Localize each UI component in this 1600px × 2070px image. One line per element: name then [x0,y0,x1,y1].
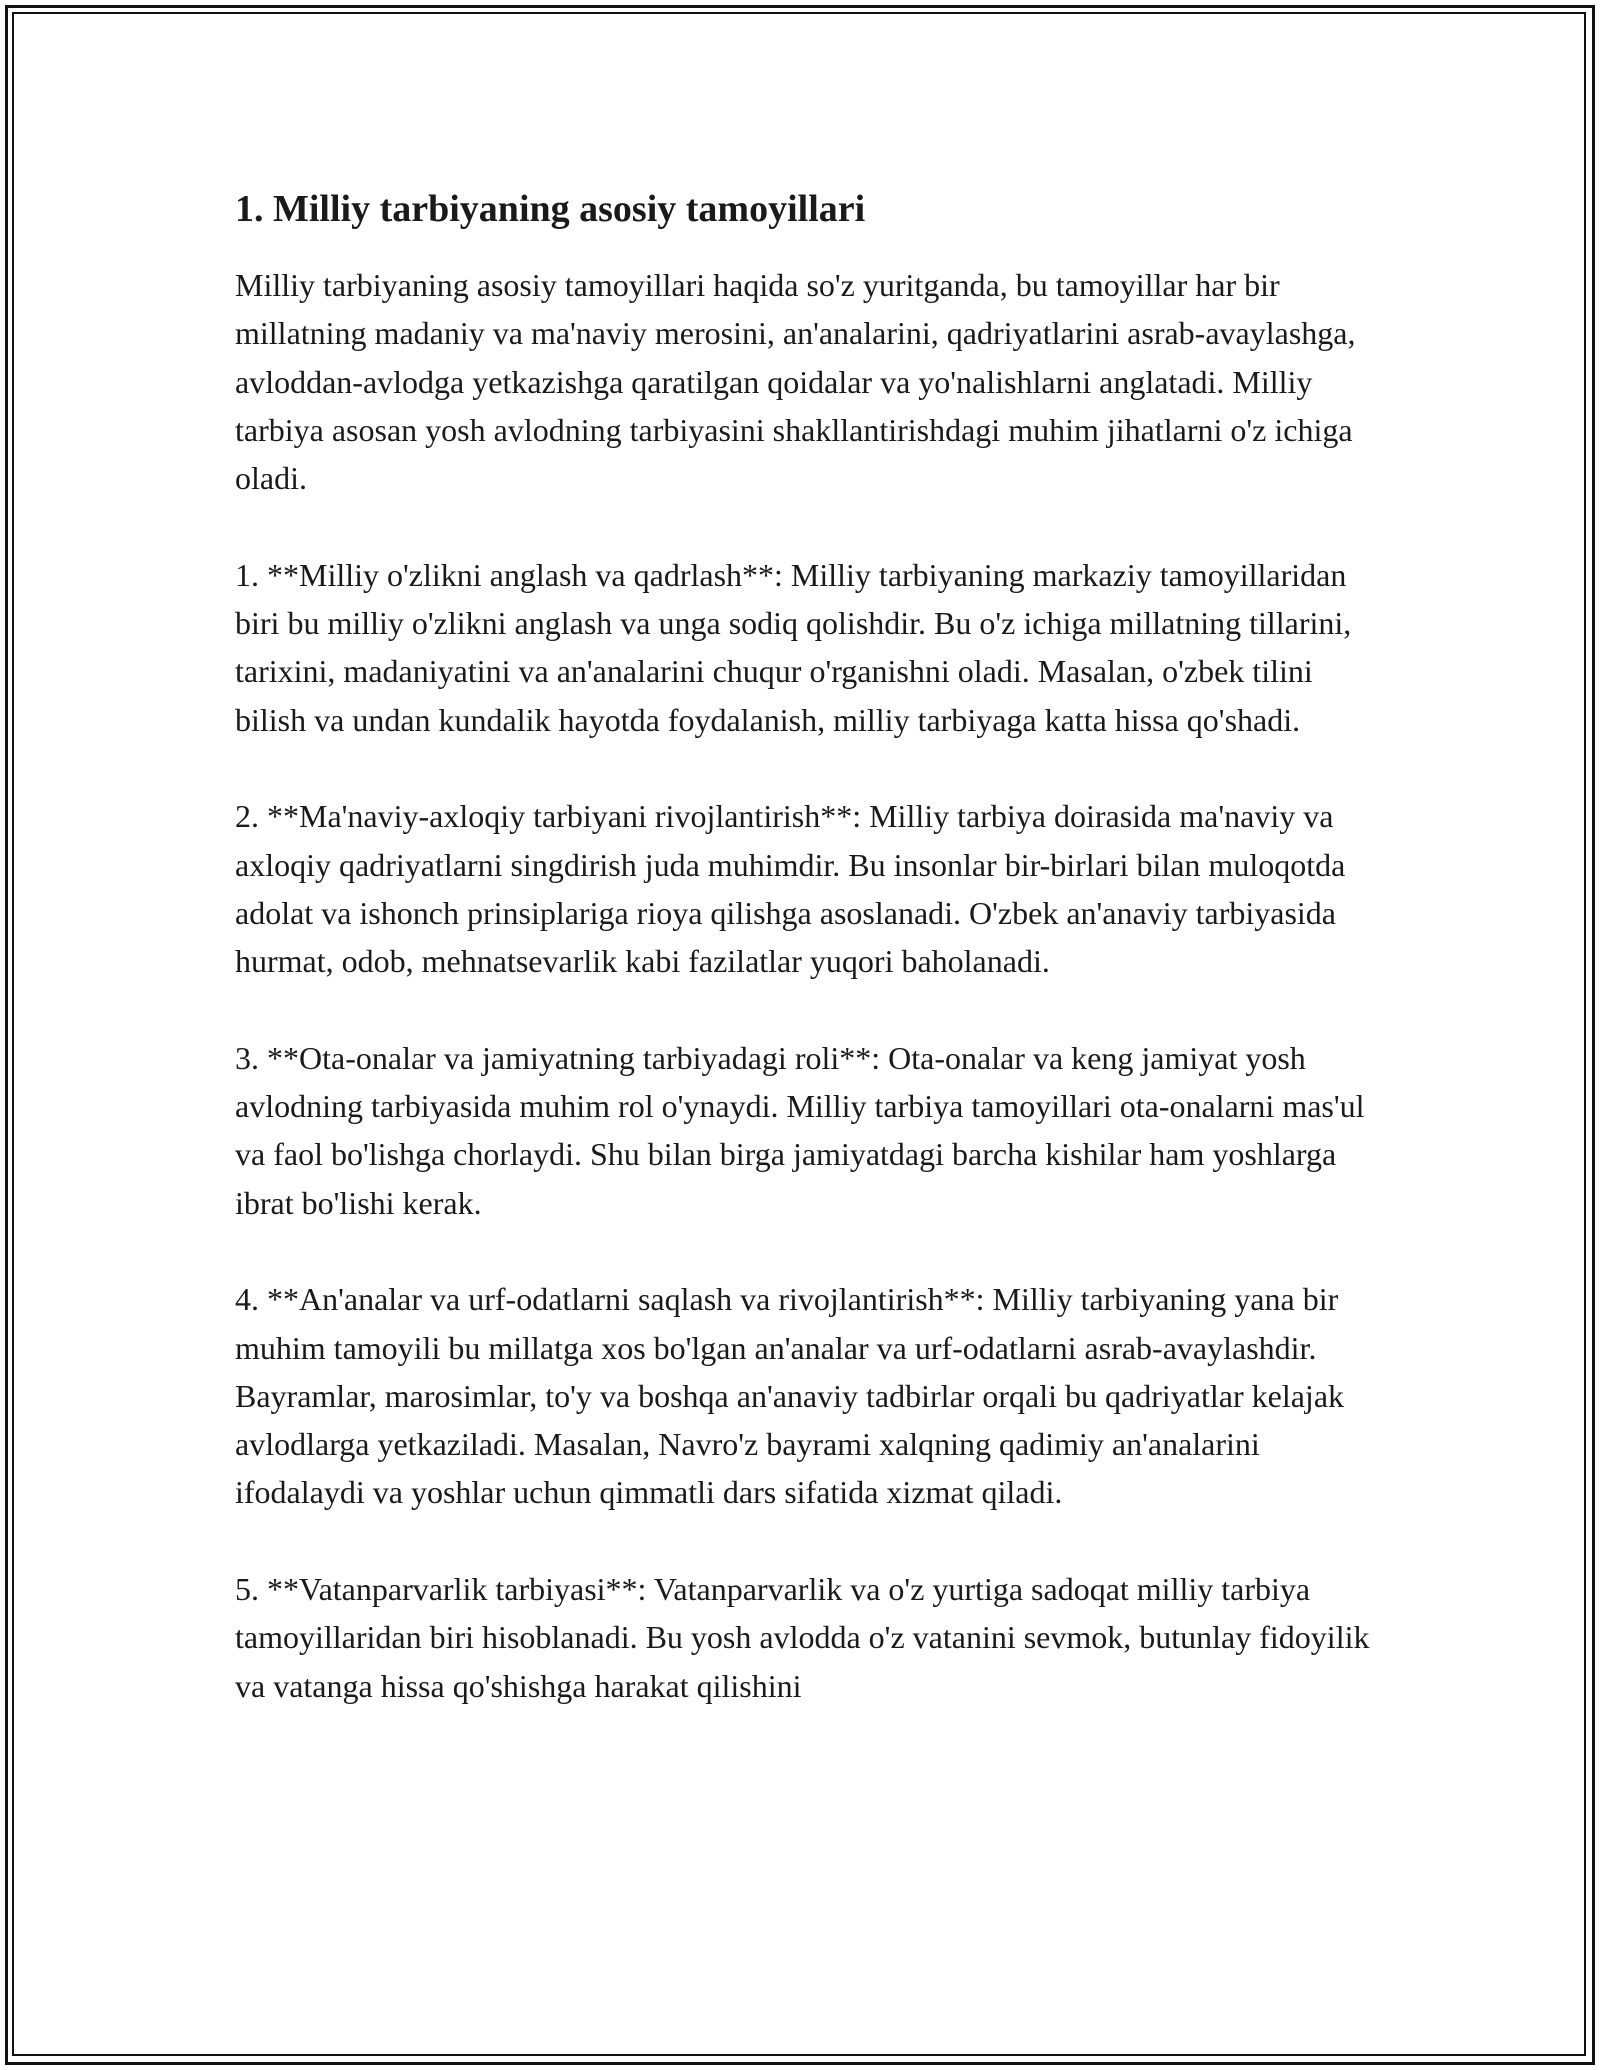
principle-4-paragraph: 4. **An'analar va urf-odatlarni saqlash va rivojlantirish**: Milliy tarbiyaning yana bir muhim tamoyili bu millatga xos bo'lgan an'analar va urf-odatlarni asrab-avaylashdir. Bayramlar, marosimlar, to'y va boshqa an'anaviy tadbirlar orqali bu qadriyatlar kelajak avlodlarga yetkaziladi. Masalan, Navro'z bayrami xalqning qadimiy an'analarini ifodalaydi va yoshlar uchun qimmatli dars sifatida xizmat qiladi. [235,1281,1345,1511]
principle-2-paragraph: 2. **Ma'naviy-axloqiy tarbiyani rivojlantirish**: Milliy tarbiya doirasida ma'naviy va axloqiy qadriyatlarni singdirish juda muhimdir. Bu insonlar bir-birlari bilan muloqotda adolat va ishonch prinsiplariga rioya qilishga asoslanadi. O'zbek an'anaviy tarbiyasida hurmat, odob, mehnatsevarlik kabi fazilatlar yuqori baholanadi. [235,798,1346,980]
principle-3-paragraph: 3. **Ota-onalar va jamiyatning tarbiyadagi roli**: Ota-onalar va keng jamiyat yosh avlodning tarbiyasida muhim rol o'ynaydi. Milliy tarbiya tamoyillari ota-onalarni mas'ul va faol bo'lishga chorlaydi. Shu bilan birga jamiyatdagi barcha kishilar ham yoshlarga ibrat bo'lishi kerak. [235,1039,1365,1221]
intro-paragraph: Milliy tarbiyaning asosiy tamoyillari haqida so'z yuritganda, bu tamoyillar har bir millatning madaniy va ma'naviy merosini, an'analarini, qadriyatlarini asrab-avaylashga, avloddan-avlodga yetkazishga qaratilgan qoidalar va yo'nalishlarni anglatadi. Milliy tarbiya asosan yosh avlodning tarbiyasini shakllantirishdagi muhim jihatlarni o'z ichiga oladi. [235,267,1356,497]
principle-1-paragraph: 1. **Milliy o'zlikni anglash va qadrlash**: Milliy tarbiyaning markaziy tamoyillaridan biri bu milliy o'zlikni anglash va unga sodiq qolishdir. Bu o'z ichiga millatning tillarini, tarixini, madaniyatini va an'analarini chuqur o'rganishni oladi. Masalan, o'zbek tilini bilish va undan kundalik hayotda foydalanish, milliy tarbiyaga katta hissa qo'shadi. [235,556,1352,738]
section-title: 1. Milliy tarbiyaning asosiy tamoyillari [235,188,866,230]
document-page [235,185,1385,1758]
principle-5-paragraph: 5. **Vatanparvarlik tarbiyasi**: Vatanparvarlik va o'z yurtiga sadoqat milliy tarbiya tamoyillaridan biri hisoblanadi. Bu yosh avlodda o'z vatanini sevmok, butunlay fidoyilik va vatanga hissa qo'shishga harakat qilishini [235,1571,1370,1704]
